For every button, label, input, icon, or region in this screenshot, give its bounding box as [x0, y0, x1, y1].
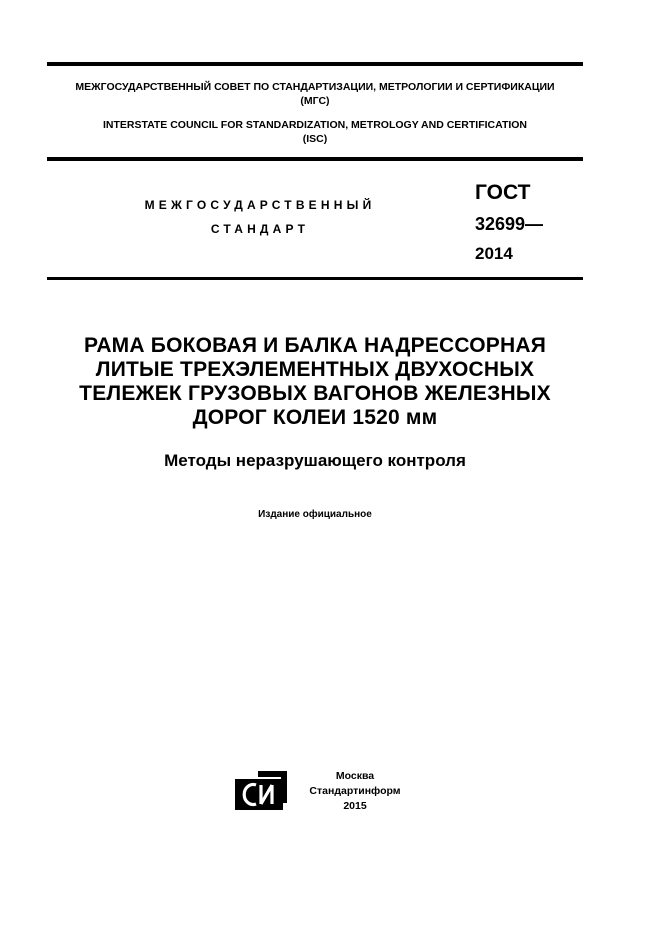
gost-prefix: ГОСТ [475, 181, 531, 204]
standard-label-line2: СТАНДАРТ [210, 222, 310, 236]
gost-number: 32699— [475, 214, 544, 234]
council-rule [47, 157, 583, 161]
imprint-city: Москва [335, 770, 375, 782]
council-en [47, 118, 583, 146]
title-line-3: ТЕЛЕЖЕК ГРУЗОВЫХ ВАГОНОВ ЖЕЛЕЗНЫХ [79, 382, 551, 405]
document-title [47, 334, 583, 430]
imprint-year: 2015 [343, 800, 367, 812]
imprint-publisher: Стандартинформ [309, 785, 401, 797]
header-rule [47, 277, 583, 280]
standard-label-line1: МЕЖГОСУДАРСТВЕННЫЙ [144, 198, 376, 212]
top-rule [47, 62, 583, 66]
document-subtitle: Методы неразрушающего контроля [164, 451, 466, 470]
council-ru-name: МЕЖГОСУДАРСТВЕННЫЙ СОВЕТ ПО СТАНДАРТИЗАЦИИ, МЕТРОЛОГИИ И СЕРТИФИКАЦИИ [75, 81, 555, 93]
council-en-abbr: (ISC) [302, 133, 328, 145]
council-en-name: INTERSTATE COUNCIL FOR STANDARDIZATION, METROLOGY AND CERTIFICATION [102, 119, 528, 131]
title-line-4: ДОРОГ КОЛЕИ 1520 мм [192, 406, 438, 429]
gost-year: 2014 [475, 244, 513, 263]
title-line-1: РАМА БОКОВАЯ И БАЛКА НАДРЕССОРНАЯ [83, 334, 547, 357]
edition-note: Издание официальное [258, 509, 372, 520]
imprint [300, 769, 410, 814]
gost-designation [475, 181, 543, 265]
title-line-2: ЛИТЫЕ ТРЕХЭЛЕМЕНТНЫХ ДВУХОСНЫХ [95, 358, 535, 381]
council-ru [47, 80, 583, 108]
council-ru-abbr: (МГС) [300, 95, 330, 107]
standartinform-logo-icon [234, 771, 288, 811]
